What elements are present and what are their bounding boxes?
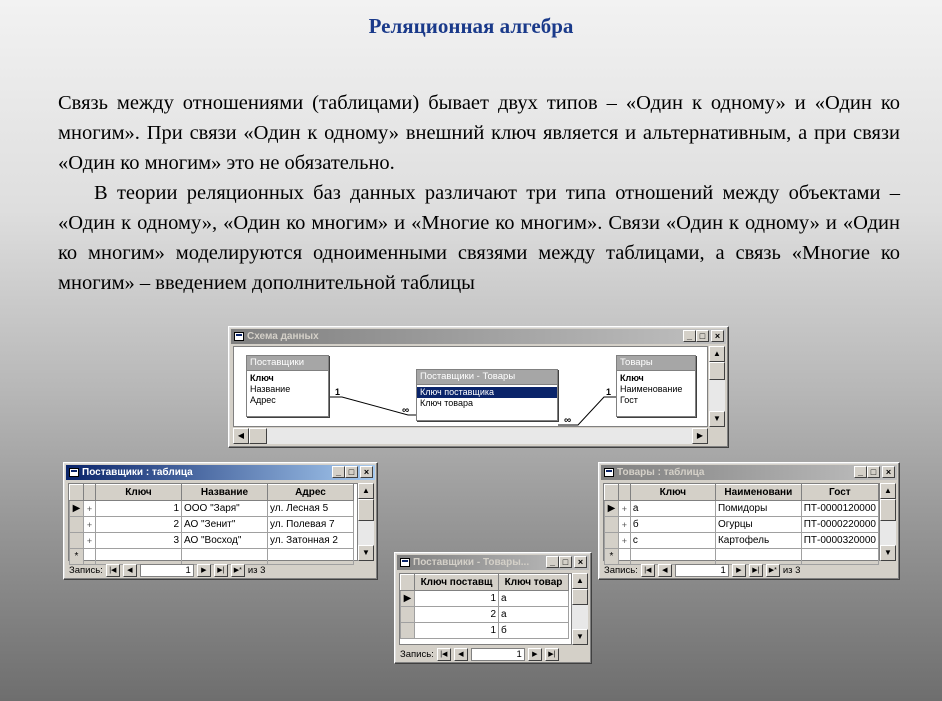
suppliers-grid[interactable] <box>68 483 358 561</box>
vertical-scrollbar[interactable] <box>572 573 588 645</box>
schema-table-suppliers[interactable] <box>246 355 329 417</box>
rel-label-2: ∞ <box>402 405 410 416</box>
rel-label-1: 1 <box>335 387 341 397</box>
table-icon <box>604 468 614 477</box>
maximize-icon[interactable]: □ <box>696 330 709 342</box>
schema-table-header[interactable]: Товары <box>617 356 695 370</box>
table-row[interactable] <box>70 517 354 533</box>
cell[interactable]: 3 <box>96 533 182 549</box>
nav-label: Запись: <box>400 648 434 660</box>
cell[interactable]: ул. Затонная 2 <box>268 533 354 549</box>
nav-new-icon[interactable]: ▶* <box>766 564 780 577</box>
schema-window-title: Схема данных <box>247 331 319 342</box>
maximize-icon[interactable]: □ <box>559 556 572 568</box>
column-header[interactable]: Ключ поставщ <box>415 575 499 591</box>
close-icon[interactable]: × <box>711 330 724 342</box>
link-window-titlebar[interactable] <box>397 555 589 570</box>
cell[interactable]: а <box>630 501 715 517</box>
link-grid[interactable] <box>399 573 572 645</box>
expand-icon[interactable]: + <box>84 533 96 549</box>
table-row[interactable] <box>605 517 879 533</box>
nav-next-icon[interactable]: ▶ <box>197 564 211 577</box>
expand-icon[interactable]: + <box>618 533 630 549</box>
cell[interactable]: с <box>630 533 715 549</box>
cell[interactable]: а <box>499 607 569 623</box>
schema-field[interactable]: Наименование <box>620 384 683 394</box>
suppliers-window-title: Поставщики : таблица <box>82 467 193 478</box>
cell[interactable]: АО "Зенит" <box>182 517 268 533</box>
nav-last-icon[interactable]: ▶| <box>214 564 228 577</box>
minimize-icon[interactable]: _ <box>683 330 696 342</box>
close-icon[interactable]: × <box>360 466 373 478</box>
suppliers-window[interactable] <box>63 462 378 580</box>
schema-canvas <box>233 346 708 427</box>
slide-title: Реляционная алгебра <box>368 14 574 38</box>
vertical-scrollbar[interactable] <box>358 483 374 561</box>
schema-table-goods[interactable] <box>616 355 696 417</box>
schema-field[interactable]: Ключ <box>620 373 644 383</box>
cell[interactable]: б <box>630 517 715 533</box>
scroll-left-icon[interactable]: ◀ <box>233 428 249 444</box>
cell[interactable]: 2 <box>415 607 499 623</box>
schema-field-selected[interactable]: Ключ поставщика <box>417 387 557 398</box>
close-icon[interactable]: × <box>882 466 895 478</box>
link-window[interactable] <box>394 552 592 664</box>
link-window-title: Поставщики - Товары... <box>413 557 530 568</box>
nav-first-icon[interactable]: |◀ <box>641 564 655 577</box>
minimize-icon[interactable]: _ <box>332 466 345 478</box>
cell[interactable]: ул. Лесная 5 <box>268 501 354 517</box>
close-icon[interactable]: × <box>574 556 587 568</box>
column-header[interactable]: Гост <box>801 485 878 501</box>
minimize-icon[interactable]: _ <box>854 466 867 478</box>
schema-table-header[interactable]: Поставщики - Товары <box>417 370 557 384</box>
scroll-up-icon[interactable]: ▲ <box>709 346 725 362</box>
cell[interactable]: ПТ-0000320000 <box>801 533 878 549</box>
cell[interactable]: 1 <box>415 623 499 639</box>
expand-icon[interactable]: + <box>618 517 630 533</box>
nav-record-field[interactable]: 1 <box>140 564 194 577</box>
schema-field[interactable]: Название <box>250 384 291 394</box>
scroll-down-icon[interactable]: ▼ <box>358 545 374 561</box>
column-header[interactable]: Наименовани <box>715 485 801 501</box>
scroll-down-icon[interactable]: ▼ <box>880 545 896 561</box>
column-header[interactable]: Ключ товар <box>499 575 569 591</box>
cell[interactable]: ПТ-0000220000 <box>801 517 878 533</box>
scroll-up-icon[interactable]: ▲ <box>880 483 896 499</box>
table-row[interactable] <box>401 591 569 607</box>
table-row[interactable] <box>70 501 354 517</box>
goods-window-titlebar[interactable] <box>601 465 897 480</box>
column-header[interactable]: Ключ <box>96 485 182 501</box>
cell[interactable]: 1 <box>96 501 182 517</box>
window-icon <box>234 332 244 341</box>
table-icon <box>69 468 79 477</box>
scroll-up-icon[interactable]: ▲ <box>358 483 374 499</box>
nav-label: Запись: <box>604 564 638 576</box>
table-row[interactable] <box>605 501 879 517</box>
expand-icon[interactable]: + <box>84 501 96 517</box>
cell[interactable]: АО "Восход" <box>182 533 268 549</box>
nav-first-icon[interactable]: |◀ <box>437 648 451 661</box>
cell[interactable]: 2 <box>96 517 182 533</box>
maximize-icon[interactable]: □ <box>867 466 880 478</box>
maximize-icon[interactable]: □ <box>345 466 358 478</box>
nav-last-icon[interactable]: ▶| <box>749 564 763 577</box>
vertical-scrollbar[interactable] <box>880 483 896 561</box>
expand-icon[interactable]: + <box>618 501 630 517</box>
nav-first-icon[interactable]: |◀ <box>106 564 120 577</box>
rel-label-4: 1 <box>606 387 612 397</box>
table-row[interactable] <box>401 623 569 639</box>
nav-next-icon[interactable]: ▶ <box>528 648 542 661</box>
vertical-scrollbar[interactable] <box>709 346 725 427</box>
nav-record-field[interactable]: 1 <box>471 648 525 661</box>
cell[interactable]: Помидоры <box>715 501 801 517</box>
expand-icon[interactable]: + <box>84 517 96 533</box>
scroll-thumb[interactable] <box>709 362 725 380</box>
nav-new-icon[interactable]: * <box>605 549 619 565</box>
schema-field[interactable]: Адрес <box>250 395 276 405</box>
nav-new-icon[interactable]: ▶* <box>231 564 245 577</box>
record-selector-icon[interactable]: ▶ <box>70 501 84 517</box>
schema-field[interactable]: Ключ товара <box>420 398 473 408</box>
nav-total: из 3 <box>782 564 801 576</box>
schema-field[interactable]: Гост <box>620 395 638 405</box>
cell[interactable]: Картофель <box>715 533 801 549</box>
table-icon <box>400 558 410 567</box>
record-navigator <box>398 646 588 662</box>
column-header[interactable]: Ключ <box>630 485 715 501</box>
schema-table-link[interactable] <box>416 369 558 421</box>
schema-field[interactable]: Ключ <box>250 373 274 383</box>
nav-label: Запись: <box>69 564 103 576</box>
scroll-right-icon[interactable]: ▶ <box>692 428 708 444</box>
scroll-thumb[interactable] <box>880 499 896 521</box>
column-header[interactable]: Адрес <box>268 485 354 501</box>
scroll-thumb[interactable] <box>249 428 267 444</box>
record-selector-icon[interactable]: ▶ <box>401 591 415 607</box>
cell[interactable]: 1 <box>415 591 499 607</box>
cell[interactable]: а <box>499 591 569 607</box>
nav-next-icon[interactable]: ▶ <box>732 564 746 577</box>
rel-label-3: ∞ <box>564 415 572 426</box>
goods-window-title: Товары : таблица <box>617 467 705 478</box>
cell[interactable]: ООО "Заря" <box>182 501 268 517</box>
paragraph-2: В теории реляционных баз данных различают три типа отношений между объектами – «Один к одному», «Один ко многим» и «Многие ко многим». Связи «Один к одному» и «Один ко многим» моделируются одноименными связями между таблицами, а связь «Многие ко многим» – введением дополнительной таблицы <box>58 182 900 294</box>
minimize-icon[interactable]: _ <box>546 556 559 568</box>
table-row[interactable] <box>605 533 879 549</box>
schema-table-header[interactable]: Поставщики <box>247 356 328 370</box>
scroll-down-icon[interactable]: ▼ <box>572 629 588 645</box>
paragraph-1: Связь между отношениями (таблицами) бывает двух типов – «Один к одному» и «Один ко многим». При связи «Один к одному» внешний ключ является и альтернативным, а при связи «Один ко многим» это не обязательно. <box>58 92 900 174</box>
cell[interactable]: ПТ-0000120000 <box>801 501 878 517</box>
record-navigator <box>67 562 374 578</box>
column-header[interactable]: Название <box>182 485 268 501</box>
suppliers-window-titlebar[interactable] <box>66 465 375 480</box>
scroll-thumb[interactable] <box>358 499 374 521</box>
cell[interactable]: б <box>499 623 569 639</box>
nav-new-icon[interactable]: * <box>70 549 84 565</box>
record-selector-icon[interactable]: ▶ <box>605 501 619 517</box>
horizontal-scrollbar[interactable] <box>233 428 708 444</box>
goods-window[interactable] <box>598 462 900 580</box>
scroll-thumb[interactable] <box>572 589 588 605</box>
nav-prev-icon[interactable]: ◀ <box>123 564 137 577</box>
nav-prev-icon[interactable]: ◀ <box>454 648 468 661</box>
cell[interactable]: ул. Полевая 7 <box>268 517 354 533</box>
nav-prev-icon[interactable]: ◀ <box>658 564 672 577</box>
record-navigator <box>602 562 896 578</box>
goods-grid[interactable] <box>603 483 880 561</box>
nav-total: из 3 <box>247 564 266 576</box>
schema-window[interactable] <box>228 326 729 448</box>
nav-record-field[interactable]: 1 <box>675 564 729 577</box>
table-row[interactable] <box>70 533 354 549</box>
cell[interactable]: Огурцы <box>715 517 801 533</box>
schema-window-titlebar[interactable] <box>231 329 726 344</box>
table-row[interactable] <box>401 607 569 623</box>
scroll-up-icon[interactable]: ▲ <box>572 573 588 589</box>
nav-last-icon[interactable]: ▶| <box>545 648 559 661</box>
scroll-down-icon[interactable]: ▼ <box>709 411 725 427</box>
